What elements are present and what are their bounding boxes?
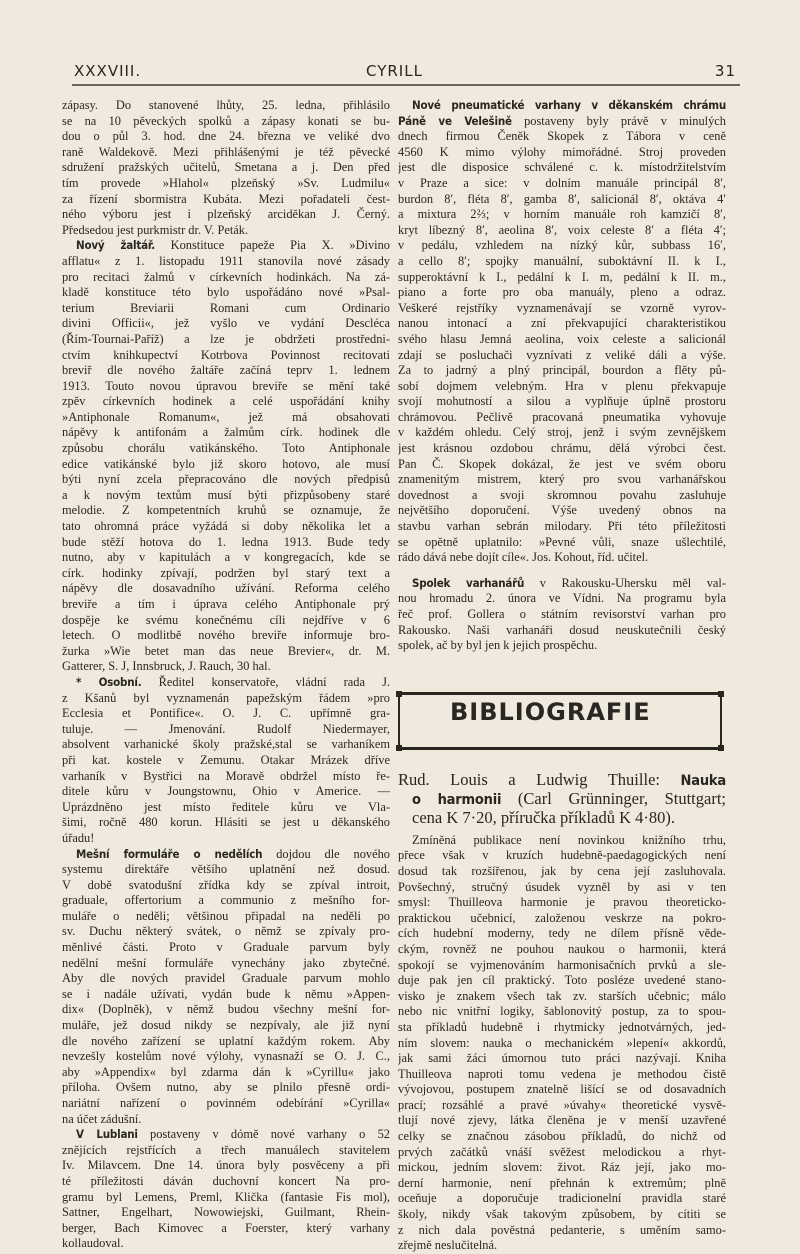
entry-line: [398, 789, 726, 808]
text-line: zřejmě neslučitelná.: [398, 1238, 498, 1253]
text-line: dou o půl 3. hod. dne 24. března ve veliké dvo: [62, 129, 390, 144]
text-line: Gatterer, S. J, Innsbruck, J. Rauch, 30 hal.: [62, 659, 271, 674]
text-line: Iv. Milavcem. Dne 14. února byly posvěceny a při: [62, 1158, 390, 1173]
article-heading: * Osobní.: [76, 674, 142, 689]
article-heading: Mešní formuláře o nedělích: [76, 846, 263, 861]
entry-title-part: o harmonii: [412, 791, 502, 808]
text-line: na účet zádušní.: [62, 1111, 142, 1126]
text-line: celky se značnou zásobou příkladů, do nichž od: [398, 1129, 726, 1144]
text-line: spokojí se vyjmenováním harmonisačních prvků a sle-: [398, 957, 726, 972]
text-line: dosud tak rozšířenou, jak by cena její zasluhovala.: [398, 863, 726, 878]
text-line: tím provede »Hlahol« plzeňský »Sv. Ludmilu«: [62, 175, 390, 190]
text-line: šimi, ročně 480 korun. Hlásiti se jest u děkanského: [62, 815, 390, 830]
text-line: ditele kůru v Joungstownu, Ohio v Americe. —: [62, 784, 390, 799]
text-line: breviře a tím i úprava celého Antiphonale prý: [62, 597, 390, 611]
text-line: zdají se posluchači vyznívati z veliké dáli a výše.: [398, 347, 726, 362]
banner-corner: [718, 745, 724, 751]
section-title: BIBLIOGRAFIE: [450, 697, 651, 726]
article-paragraph: [62, 675, 390, 847]
text-line: dix« (Doplněk), v němž budou všechny mešní for-: [62, 1002, 390, 1017]
text-line: Aby dle nových pravidel Graduale parvum mohlo: [62, 971, 390, 986]
text-line: [62, 675, 390, 691]
text-line: v každém ohledu. Celý stroj, jenž i svým zevnějškem: [398, 425, 726, 440]
text-line: nanou intonací a zní překvapující charakteristikou: [398, 316, 726, 331]
article-heading: Páně ve Velešině: [398, 113, 512, 128]
text-line: visko je znakem všech tak zv. starších učebnic; málo: [398, 988, 726, 1003]
text-line: jak sami žáci úmornou tuto práci nazývají. Kniha: [398, 1051, 726, 1066]
article-paragraph: [62, 1127, 390, 1252]
text-line: ckým, rovněž ne pouhou naukou o harmonii, která: [398, 941, 726, 956]
text-line: stavbu varhan sebrán milodary. Při této příležitosti: [398, 519, 726, 534]
text-line: breviř dle nového žaltáře začíná teprv 1. lednem: [62, 363, 390, 378]
text-line: z Kšanů byl vyznamenán papežským řádem »pro: [62, 690, 390, 705]
text-line: úřadu!: [62, 830, 95, 845]
text-line: [62, 238, 390, 254]
text-line: systemu direktáře většího uplatnění než dosud.: [62, 862, 390, 877]
text-line: praktickou učebnicí, založenou veskrze na pokro-: [398, 910, 726, 925]
text-line: [62, 1127, 390, 1143]
text-line: nariátní nařízení o povinném odebírání »Cyrilla«: [62, 1096, 390, 1110]
text-line: býti nyní zcela přepracováno dle nových předpisů: [62, 472, 390, 487]
text-line: edice vatikánské bylo již skoro hotovo, ale musí: [62, 456, 390, 471]
text-line: prací; rozsáhlé a pravé »úvahy« theoretické vysvě-: [398, 1097, 726, 1112]
text-line: V době svatodušní zřídka kdy se zpíval introit,: [62, 877, 390, 892]
review-text: [398, 833, 726, 1254]
text-line: se opětně uplatnilo: »Pevné vůli, snaze ušlechtilé,: [398, 534, 726, 549]
left-column: [62, 98, 390, 1252]
text-line: Ecclesia et Pontifice«. O. J. C. upřímně gra-: [62, 706, 390, 721]
text-line: chrámovou. Pečlivě pracovaná pneumatika vyhovuje: [398, 409, 726, 424]
banner-corner: [396, 691, 402, 697]
text-line: z nich dala pověstná pedanterie, s uměním samo-: [398, 1222, 726, 1237]
text-line: Za to jadrný a plný principál, bourdon a flěty pů-: [398, 363, 726, 378]
text-line: graduale, offertorium a communio z mešního for-: [62, 893, 390, 908]
text-line: kryt líbezný 8′, aeolina 8′, voix celeste 8′ a fléta 4′;: [398, 222, 726, 237]
text-line: terium Breviarii Romani cum Ordinario: [62, 300, 390, 315]
text-line: Uprázdněno jest místo ředitele kůru ve Vla-: [62, 799, 390, 814]
text-line: smysl: Thuilleova harmonie je pravou theoreticko-: [398, 895, 726, 910]
text-line: příloha. Ovšem nutno, aby se plnilo přesně ordi-: [62, 1080, 390, 1095]
text-line: při kat. kostele v Zemunu. Otakar Mrázek dříve: [62, 752, 390, 767]
text-line: cích hudební moderny, tedy ne dílem přísně věde-: [398, 926, 726, 941]
text-line: jest dle disposice schválené c. k. místodržitelstvím: [398, 160, 726, 175]
text-line: nebo nic vnitřní logiky, šablonovitý postup, za to spou-: [398, 1004, 726, 1019]
text-line: oceňuje a doporučuje tradicionelní pravidla staré: [398, 1191, 726, 1206]
text-line: nevzešly kostelům nové výlohy, vynasnaží se O. J. C.,: [62, 1049, 390, 1064]
text-line: divini Officii«, jež vyšlo ve vydání Descléca: [62, 316, 390, 331]
text-line: derní harmonie, není přehnán k extremům; plně: [398, 1175, 726, 1190]
text-line: kladě konstituce této bylo uspořádáno nové »Psal-: [62, 285, 390, 300]
text-line: Sattner, Engelhart, Nowowiejski, Guilmant, Rhein-: [62, 1205, 390, 1220]
text-run: Konstituce papeže Pia X. »Divino: [154, 238, 390, 253]
text-line: dospěje ke svému konečnému cíli nejdříve v 6: [62, 612, 390, 627]
right-news: [398, 98, 726, 654]
text-line: tato ohromná práce vyžádá si doby několika let a: [62, 519, 390, 534]
text-line: afflatu« z 1. listopadu 1911 stanovila nové zásady: [62, 253, 390, 268]
text-line: [62, 847, 390, 863]
text-run: postaveny v dómě nové varhany o 52: [137, 1127, 390, 1142]
article-paragraph: [62, 238, 390, 675]
text-line: 1913. Touto novou úpravou breviře se mění také: [62, 378, 390, 393]
text-line: muláře, jež dosud nikdy se nezpívaly, ale již nyní: [62, 1018, 390, 1033]
text-line: dnech firmou Čeněk Skopek z Tábora v ceně: [398, 129, 726, 144]
text-run: Ředitel konservatoře, vládní rada J.: [141, 674, 390, 689]
article-heading: Nový žaltář.: [76, 238, 155, 253]
text-line: (Řím-Tournai-Paříž) a lze je obdržeti prostředni-: [62, 331, 390, 346]
text-line: řeč prof. Gollera o státním revisorství varhan pro: [398, 607, 726, 621]
text-line: berger, Bach Kimovec a Foerster, který varhany: [62, 1220, 390, 1235]
text-line: sta příkladů hudebně i rhytmicky jednotvárných, jed-: [398, 1019, 726, 1034]
text-line: nápěvy dle dosavadního užívání. Reforma celého: [62, 581, 390, 596]
text-line: žurka »Wie betet man das neue Brevier«, dr. M.: [62, 643, 390, 658]
entry-line: [398, 770, 726, 789]
text-line: 4560 K mimo výlohy mimořádné. Stroj proveden: [398, 144, 726, 159]
text-line: ním slovem: nauka o mechanickém »lepení« akkordů,: [398, 1035, 726, 1050]
text-line: sdružení pražských učitelů, Smetana a j. Den před: [62, 160, 390, 175]
text-line: dovednost a svoji skromnou povahu zasluhuje: [398, 487, 726, 502]
text-line: burdon 8′, fléta 8′, gamba 8′, salicionál 8′, oktáva 4′: [398, 191, 726, 206]
text-line: Pan Č. Skopek dokázal, že jest ve svém oboru: [398, 456, 726, 471]
right-column: [398, 98, 726, 1254]
text-line: největšího doporučení. Výše uvedený obnos na: [398, 503, 726, 518]
text-line: Povšechný, stručný úsudek vyzněl by asi v ten: [398, 879, 726, 894]
text-line: školy, nikdy však takovým způsobem, by cítiti se: [398, 1207, 726, 1222]
text-line: a cello 8′; spojky manuální, suboktávní II. k I.,: [398, 253, 726, 268]
page-number: 31: [714, 62, 736, 80]
text-run: dojdou dle nového: [262, 846, 390, 861]
text-line: [398, 576, 726, 592]
text-run: v Rakousku-Uhersku měl val-: [524, 575, 726, 590]
running-header: [72, 62, 740, 84]
text-line: Thuilleova naproti tomu vedena je methodou čistě: [398, 1066, 726, 1081]
text-line: té příležitosti dáván duchovní koncert Na pro-: [62, 1173, 390, 1188]
text-line: dle nového zařízení se uplatní každým rokem. Aby: [62, 1033, 390, 1048]
text-line: měnlivé části. Proto v Graduale parvum byly: [62, 940, 390, 955]
article-paragraph: [398, 98, 726, 566]
text-line: tlují nové zjevy, látka členěna je v menší uzavřené: [398, 1113, 726, 1128]
article-paragraph: [62, 98, 390, 238]
text-line: muláře o neděli; většinou připadal na neděli po: [62, 908, 390, 923]
text-line: způsobu chorálu vatikánského. Toto Antiphonale: [62, 441, 390, 456]
article-heading: V Lublani: [76, 1127, 138, 1142]
entry-line: cena K 7·20, příručka příkladů K 4·80).: [412, 807, 675, 827]
text-line: bude stěží hotova do 1. ledna 1913. Bude tedy: [62, 534, 390, 549]
journal-title: CYRILL: [366, 62, 423, 80]
header-rule: [72, 84, 740, 86]
banner-corner: [718, 691, 724, 697]
text-line: za řízení sbormistra Kubáta. Mezi pořadateli čest-: [62, 191, 390, 206]
text-line: pro recitaci žalmů v církevních hodinkách. Na zá-: [62, 269, 390, 284]
article-heading: Spolek varhanářů: [412, 575, 525, 590]
banner-corner: [396, 745, 402, 751]
article-heading: Nové pneumatické varhany v děkanském chrámu: [412, 98, 726, 112]
text-line: znějících rejstřících a třech manuálech stavitelem: [62, 1142, 390, 1157]
text-line: supperoktávní k I., pedální k I. m, pedální k II. m.,: [398, 269, 726, 284]
volume-number: XXXVIII.: [74, 62, 142, 80]
entry-title-part: Nauka: [680, 772, 726, 789]
text-line: znamenitým mistrem, který pro svou varhanářskou: [398, 472, 726, 487]
text-line: prvých začátků vnáší svěžest melodickou a rhyt-: [398, 1144, 726, 1159]
text-line: Předsedou jest purkmistr dr. V. Peták.: [62, 222, 249, 237]
text-line: nutno, aby v kapitulách a v kongregacích, kde se: [62, 550, 390, 565]
text-line: jest krásnou ozdobou chrámu, dělá výrobci čest.: [398, 441, 726, 456]
text-line: sobí dojmem velebným. Hra v plenu překvapuje: [398, 378, 726, 393]
text-line: raně Waldekově. Mezi přihlášenými je též pěvecké: [62, 144, 390, 159]
text-line: aby »Appendix« byl zdarma dán k »Cyrillu« jako: [62, 1064, 390, 1079]
text-line: Rakousko. Naši varhanáři dosud neuskutečnili český: [398, 622, 726, 637]
bibliography-entry: [398, 770, 726, 827]
text-line: v Praze a sice: v dolním manuále principál 8′,: [398, 175, 726, 190]
text-line: melodie. Z kompetentních kruhů se oznamuje, že: [62, 503, 390, 518]
text-line: ctvím knihkupectví Kotrbova Povinnost recitovati: [62, 347, 390, 362]
text-line: varhaník v Bystřici na Moravě obdržel místo ře-: [62, 768, 390, 783]
text-line: v pedálu, vzhledem na nízký kůr, subbass 16′,: [398, 238, 726, 253]
text-line: vývojovou, postupem znatelně lišící se od dosavadních: [398, 1082, 726, 1097]
text-line: přece však v kruzích hudebně-paedagogických není: [398, 848, 726, 863]
text-line: [398, 98, 726, 114]
text-line: gramu byl Lemens, Preml, Klička (fantasie Fis mol),: [62, 1189, 390, 1204]
text-line: ného výboru jest i plzeňský arciděkan J. Černý.: [62, 207, 390, 222]
text-line: svého hlasu Jemná aeolina, voix celeste a salicionál: [398, 331, 726, 346]
text-line: svojí mohutností a silou a vyplňuje úplně prostoru: [398, 394, 726, 409]
entry-publisher: (Carl Grünninger, Stuttgart;: [517, 788, 726, 808]
text-line: nedělní mešní formuláře vynechány jako zbytečné.: [62, 955, 390, 970]
text-line: se i nadále užívati, vydán bude k němu »Appen-: [62, 986, 390, 1001]
text-line: zápasy. Do stanovené lhůty, 25. ledna, přihlásilo: [62, 98, 390, 112]
text-line: duje pak jen cíl praktický. Toto posléze uvedené stano-: [398, 973, 726, 988]
text-line: nou hromadu 2. února ve Vídni. Na programu byla: [398, 591, 726, 606]
text-line: sv. Duchu některý svátek, o němž se zpívaly pro-: [62, 924, 390, 939]
text-line: piano a forte pro oba manuály, pleno a odraz.: [398, 285, 726, 300]
bibliography-banner: [398, 692, 722, 750]
text-line: zpěv církevních hodinek a celé uspořádání knihy: [62, 394, 390, 409]
text-line: kollaudoval.: [62, 1236, 124, 1251]
text-line: spolek, ač by byl jen k jejich prospěchu.: [398, 638, 598, 653]
text-line: nápěvy k antifonám a žalmům círk. hodinek dle: [62, 425, 390, 440]
article-paragraph: [62, 847, 390, 1128]
text-run: postaveny byly právě v minulých: [511, 113, 726, 128]
text-line: círk. hodinky zpívají, podržen byl starý text a: [62, 565, 390, 580]
text-line: tuluje. — Jmenování. Rudolf Niedermayer,: [62, 721, 390, 736]
text-line: rádo dává nebe dojít cíle«. Jos. Kohout, říd. učitel.: [398, 550, 649, 565]
text-line: letech. O modlitbě nového breviře informuje bro-: [62, 628, 390, 643]
text-line: »Antiphonale Romanum«, jež má obsahovati: [62, 409, 390, 424]
text-line: Zmíněná publikace není novinkou knižního trhu,: [412, 832, 726, 847]
text-line: mickou, jedním slovem: život. Ráz její, jako mo-: [398, 1160, 726, 1175]
text-line: Veškeré rejstříky vyznamenávají se vzorně vyrov-: [398, 300, 726, 315]
text-line: absolvent varhanické školy pražské,stal se varhaníkem: [62, 737, 390, 752]
article-paragraph: [398, 576, 726, 654]
entry-authors: Rud. Louis a Ludwig Thuille:: [398, 769, 681, 789]
text-line: se na 10 pěveckých spolků a zápasy konati se bu-: [62, 113, 390, 128]
text-line: a k novým textům musí býti přizpůsobeny staré: [62, 487, 390, 502]
text-line: a mixtura 2⅔; v horním manuále roh kamzičí 8′,: [398, 207, 726, 222]
text-line: [398, 114, 726, 130]
